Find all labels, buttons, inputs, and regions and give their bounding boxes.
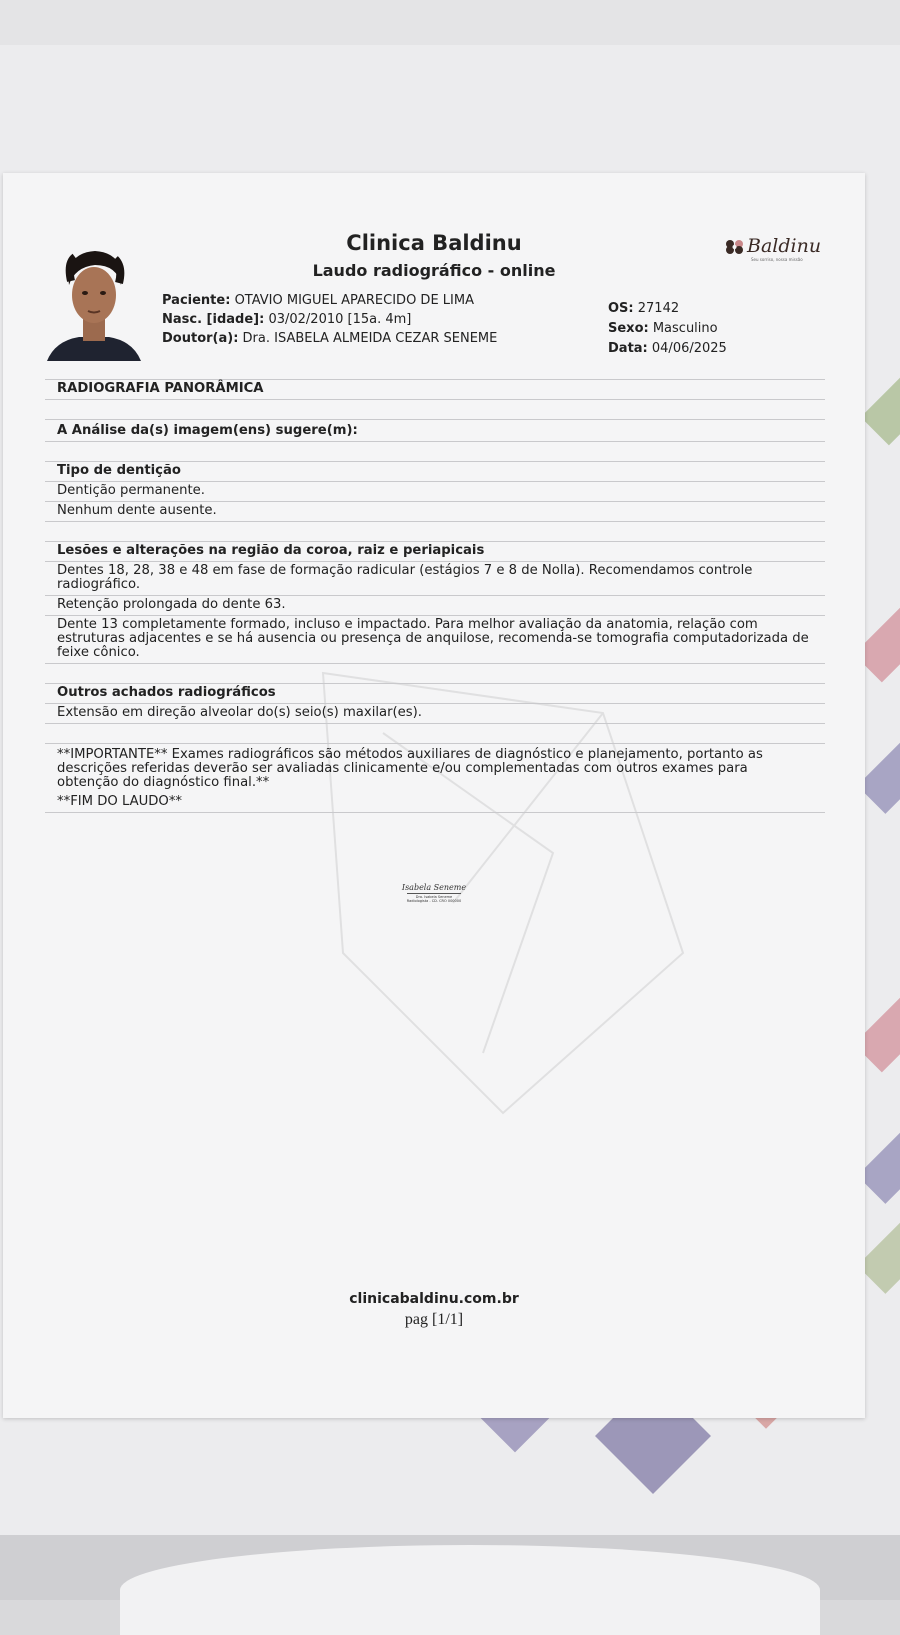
list-item: Dente 13 completamente formado, incluso e impactado. Para melhor avaliação da anatomia, relação com estruturas adjacentes e se há ausencia ou presença de anquilose, recomenda-se tomografia computadorizada de feixe cônico.: [45, 616, 825, 664]
important-note: **IMPORTANTE** Exames radiográficos são métodos auxiliares de diagnóstico e planejamento, portanto as descrições referidas deverão ser avaliadas clinicamente e/ou complementadas com outros exames para obtenção do diagnóstico final.**: [57, 747, 763, 790]
list-item: Dentes 18, 28, 38 e 48 em fase de formação radicular (estágios 7 e 8 de Nolla). Recomendamos controle radiográfico.: [45, 562, 825, 596]
divider: [45, 522, 825, 542]
section-title-lesions: Lesões e alterações na região da coroa, raiz e periapicais: [45, 542, 825, 562]
report-body: [45, 379, 825, 813]
birth-date: 03/02/2010 [15a. 4m]: [268, 312, 412, 327]
footer-page-number: pag [1/1]: [404, 1311, 464, 1328]
clinic-name: Clinica Baldinu: [346, 231, 522, 255]
section-title-dentition: Tipo de dentição: [45, 462, 825, 482]
sex-label: Sexo:: [608, 321, 649, 336]
patient-info-right: [608, 299, 727, 359]
analysis-heading: A Análise da(s) imagem(ens) sugere(m):: [45, 420, 825, 442]
section-title-other: Outros achados radiográficos: [45, 684, 825, 704]
list-item: Dentição permanente.: [45, 482, 825, 502]
os-label: OS:: [608, 301, 634, 316]
birth-row: [162, 310, 497, 329]
clinic-logo: [723, 235, 823, 263]
doctor-row: [162, 329, 497, 348]
list-item: Retenção prolongada do dente 63.: [45, 596, 825, 616]
doctor-label: Doutor(a):: [162, 331, 239, 346]
patient-name: OTAVIO MIGUEL APARECIDO DE LIMA: [234, 293, 474, 308]
os-row: [608, 299, 727, 319]
os-number: 27142: [637, 301, 680, 316]
logo-flower-icon: [725, 239, 747, 255]
sex-row: [608, 319, 727, 339]
report-date: 04/06/2025: [651, 341, 727, 356]
signature-line: [407, 893, 461, 894]
date-label: Data:: [608, 341, 648, 356]
divider: [45, 400, 825, 420]
end-note: **FIM DO LAUDO**: [45, 793, 825, 813]
logo-tagline: Seu sorriso, nossa missão: [751, 257, 803, 262]
footer-website: clinicabaldinu.com.br: [349, 1291, 519, 1307]
patient-name-row: [162, 291, 497, 310]
signature-registration: Radiologista - CD. CRO 000000: [406, 899, 462, 903]
sex-value: Masculino: [652, 321, 718, 336]
signature-name: Dra. Isabela Seneme: [415, 895, 453, 899]
background-cloth: [120, 1545, 820, 1635]
divider: [45, 442, 825, 462]
list-item: Extensão em direção alveolar do(s) seio(s) maxilar(es).: [45, 704, 825, 724]
divider: [45, 724, 825, 744]
logo-text: Baldinu: [747, 235, 822, 257]
signature-handwritten: Isabela Seneme: [401, 883, 467, 892]
patient-name-label: Paciente:: [162, 293, 231, 308]
report-page: [3, 173, 865, 1418]
signature-block: [399, 883, 469, 903]
patient-info-left: [162, 291, 497, 348]
exam-type: RADIOGRAFIA PANORÂMICA: [45, 380, 825, 400]
report-title: Laudo radiográfico - online: [312, 261, 556, 280]
list-item: Nenhum dente ausente.: [45, 502, 825, 522]
birth-label: Nasc. [idade]:: [162, 312, 265, 327]
doctor-name: Dra. ISABELA ALMEIDA CEZAR SENEME: [242, 331, 498, 346]
divider: [45, 664, 825, 684]
date-row: [608, 339, 727, 359]
